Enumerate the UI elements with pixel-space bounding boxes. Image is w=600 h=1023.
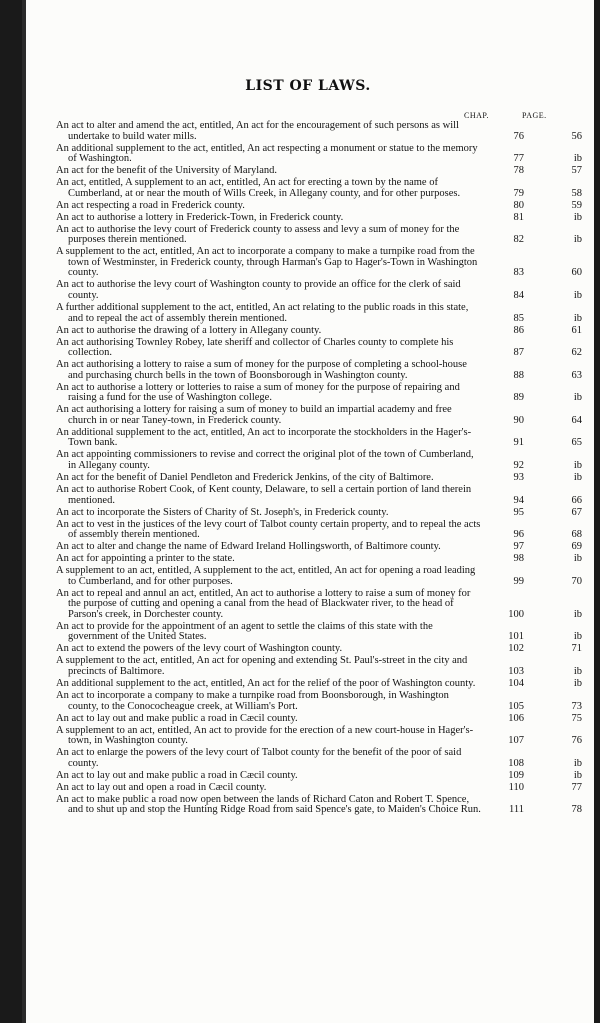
law-page: 66 — [571, 494, 582, 506]
law-entry — [56, 520, 592, 541]
law-page: 62 — [571, 347, 582, 359]
law-entry — [56, 508, 592, 519]
law-chapter: 81 — [513, 211, 524, 223]
law-page: ib — [573, 678, 582, 690]
law-chapter: 85 — [513, 312, 524, 324]
law-page: 70 — [571, 575, 582, 587]
law-title: An act to vest in the justices of the levy court of Talbot county certain property, and to repeal the acts of assembly therein mentioned. — [56, 518, 481, 541]
law-title: A supplement to the act, entitled, An act for opening and extending St. Paul's-street in the city and precincts of Baltimore. — [56, 655, 468, 678]
law-page: ib — [573, 757, 582, 769]
law-chapter: 101 — [508, 631, 524, 643]
law-title: An act authorising Townley Robey, late sheriff and collector of Charles county to complete his collection. — [56, 336, 454, 359]
law-page: ib — [573, 153, 582, 165]
law-page: ib — [573, 472, 582, 484]
law-chapter: 84 — [513, 290, 524, 302]
law-title: An act respecting a road in Frederick county. — [56, 199, 245, 211]
law-page: ib — [573, 631, 582, 643]
law-page: ib — [573, 666, 582, 678]
law-entry — [56, 405, 592, 426]
law-chapter: 105 — [508, 700, 524, 712]
law-entry — [56, 771, 592, 782]
document-page — [22, 0, 594, 1023]
law-title: An act to authorise the drawing of a lottery in Allegany county. — [56, 324, 322, 336]
law-chapter: 83 — [513, 267, 524, 279]
law-chapter: 97 — [513, 541, 524, 553]
law-title: An act to lay out and make public a road in Cæcil county. — [56, 712, 298, 724]
law-entry — [56, 280, 592, 301]
law-title: An additional supplement to the act, entitled, An act for the relief of the poor of Washington county. — [56, 678, 476, 690]
law-entry — [56, 428, 592, 449]
law-page: ib — [573, 553, 582, 565]
law-page: ib — [573, 312, 582, 324]
law-page: 77 — [571, 781, 582, 793]
law-chapter: 98 — [513, 553, 524, 565]
law-page: 60 — [571, 267, 582, 279]
law-chapter: 78 — [513, 165, 524, 177]
law-chapter: 95 — [513, 506, 524, 518]
law-entry — [56, 748, 592, 769]
law-entry — [56, 795, 592, 816]
law-page: 67 — [571, 506, 582, 518]
law-title: An additional supplement to the act, entitled, An act to incorporate the stockholders in the Hager's-Town bank. — [56, 426, 472, 449]
law-page: 69 — [571, 541, 582, 553]
law-chapter: 76 — [513, 130, 524, 142]
law-page: ib — [573, 290, 582, 302]
law-entry — [56, 589, 592, 621]
law-title: A supplement to the act, entitled, An act to incorporate a company to make a turnpike road from the town of Westminster, in Frederick county, through Harman's Gap to Hager's-Town in Washington county. — [56, 246, 478, 279]
law-chapter: 106 — [508, 712, 524, 724]
law-title: An act, entitled, A supplement to an act, entitled, An act for erecting a town by the name of Cumberland, at or near the mouth of Wills Creek, in Allegany county, and for other purposes. — [56, 177, 461, 199]
law-entry — [56, 360, 592, 381]
law-chapter: 110 — [508, 781, 524, 793]
law-page: ib — [573, 211, 582, 223]
law-chapter: 87 — [513, 347, 524, 359]
law-page: 65 — [571, 437, 582, 449]
law-chapter: 92 — [513, 460, 524, 472]
law-title: An act to authorise the levy court of Frederick county to assess and levy a sum of money for the purposes therein mentioned. — [56, 223, 460, 246]
law-page: 61 — [571, 324, 582, 336]
law-chapter: 107 — [508, 735, 524, 747]
laws-list — [56, 121, 592, 817]
law-entry — [56, 121, 592, 142]
law-chapter: 103 — [508, 666, 524, 678]
law-entry — [56, 144, 592, 165]
law-chapter: 108 — [508, 757, 524, 769]
law-chapter: 109 — [508, 769, 524, 781]
law-chapter: 94 — [513, 494, 524, 506]
page-column-header: PAGE. — [522, 111, 547, 120]
law-entry — [56, 679, 592, 690]
law-entry — [56, 542, 592, 553]
law-entry — [56, 178, 592, 199]
law-chapter: 88 — [513, 369, 524, 381]
law-page: 64 — [571, 414, 582, 426]
law-title: An act to authorise a lottery in Frederick-Town, in Frederick county. — [56, 211, 344, 223]
law-chapter: 86 — [513, 324, 524, 336]
page-title: LIST OF LAWS. — [245, 78, 371, 94]
law-entry — [56, 485, 592, 506]
law-title: An act for the benefit of Daniel Pendleton and Frederick Jenkins, of the city of Baltimore. — [56, 472, 434, 484]
law-entry — [56, 225, 592, 246]
law-entry — [56, 554, 592, 565]
law-title: An act to provide for the appointment of an agent to settle the claims of this state with the government of the United States. — [56, 620, 433, 643]
law-entry — [56, 383, 592, 404]
law-page: ib — [573, 392, 582, 404]
law-entry — [56, 656, 592, 677]
law-title: An act to alter and change the name of Edward Ireland Hollingsworth, of Baltimore county. — [56, 541, 441, 553]
law-chapter: 90 — [513, 414, 524, 426]
law-title: An act to lay out and open a road in Cæcil county. — [56, 781, 267, 793]
law-page: 78 — [571, 804, 582, 816]
law-chapter: 80 — [513, 199, 524, 211]
law-title: An act for the benefit of the University of Maryland. — [56, 165, 278, 177]
law-entry — [56, 473, 592, 484]
law-chapter: 100 — [508, 608, 524, 620]
law-title: An additional supplement to the act, entitled, An act respecting a monument or statue to the memory of Washington. — [56, 142, 478, 165]
law-page: 57 — [571, 165, 582, 177]
law-entry — [56, 201, 592, 212]
law-entry — [56, 303, 592, 324]
law-title: An act to alter and amend the act, entitled, An act for the encouragement of such persons as will undertake to build water mills. — [56, 120, 459, 142]
binding-edge — [22, 0, 26, 1023]
law-title: An act to lay out and make public a road in Cæcil county. — [56, 769, 298, 781]
law-chapter: 79 — [513, 187, 524, 199]
law-title: An act to repeal and annul an act, entitled, An act to authorise a lottery to raise a sum of money for the purpose of cutting and opening a canal from the head of Blackwater river, to the head of Parson's creek, in Dorchester county. — [56, 587, 471, 620]
law-chapter: 99 — [513, 575, 524, 587]
law-page: 73 — [571, 700, 582, 712]
law-chapter: 77 — [513, 153, 524, 165]
law-entry — [56, 326, 592, 337]
law-title: An act to incorporate the Sisters of Charity of St. Joseph's, in Frederick county. — [56, 506, 389, 518]
law-title: An act to authorise Robert Cook, of Kent county, Delaware, to sell a certain portion of land therein mentioned. — [56, 484, 472, 506]
law-title: An act authorising a lottery for raising a sum of money to build an impartial academy and free church in or near Taney-town, in Frederick county. — [56, 404, 452, 426]
law-entry — [56, 714, 592, 725]
law-title: An act to incorporate a company to make a turnpike road from Boonsborough, in Washington county, to the Conococheague creek, at William's Port. — [56, 690, 449, 712]
law-title: An act appointing commissioners to revise and correct the original plot of the town of Cumberland, in Allegany county. — [56, 449, 474, 472]
law-title: An act to authorise the levy court of Washington county to provide an office for the clerk of said county. — [56, 279, 461, 302]
law-chapter: 91 — [513, 437, 524, 449]
law-page: 68 — [571, 529, 582, 541]
law-page: ib — [573, 234, 582, 246]
law-title: An act for appointing a printer to the state. — [56, 553, 235, 565]
law-entry — [56, 691, 592, 712]
chap-column-header: CHAP. — [464, 111, 489, 120]
law-page: ib — [573, 608, 582, 620]
law-title: An act to enlarge the powers of the levy court of Talbot county for the benefit of the poor of said county. — [56, 747, 462, 769]
law-chapter: 111 — [509, 804, 524, 816]
law-entry — [56, 644, 592, 655]
law-entry — [56, 247, 592, 279]
law-chapter: 89 — [513, 392, 524, 404]
law-entry — [56, 213, 592, 224]
law-title: A further additional supplement to the act, entitled, An act relating to the public roads in this state, and to repeal the act of assembly therein mentioned. — [56, 302, 469, 324]
law-chapter: 82 — [513, 234, 524, 246]
law-chapter: 102 — [508, 643, 524, 655]
law-entry — [56, 566, 592, 587]
law-entry — [56, 450, 592, 471]
law-chapter: 96 — [513, 529, 524, 541]
law-entry — [56, 783, 592, 794]
law-title: An act to extend the powers of the levy court of Washington county. — [56, 643, 343, 655]
law-page: 76 — [571, 735, 582, 747]
law-title: An act to make public a road now open between the lands of Richard Caton and Robert T. Spence, and to shut up and stop the Hunting Ridge Road from said Spence's gate, to Maiden's Choice Run. — [56, 793, 481, 816]
law-title: A supplement to an act, entitled, An act to provide for the erection of a new court-house in Hager's-town, in Washington county. — [56, 724, 474, 747]
law-entry — [56, 166, 592, 177]
law-page: 56 — [571, 130, 582, 142]
law-title: A supplement to an act, entitled, A supplement to the act, entitled, An act for opening a road leading to Cumberland, and for other purposes. — [56, 565, 476, 587]
law-title: An act to authorise a lottery or lotteries to raise a sum of money for the purpose of repairing and raising a fund for the use of Washington college. — [56, 381, 460, 404]
law-chapter: 93 — [513, 472, 524, 484]
law-page: ib — [573, 460, 582, 472]
law-page: 58 — [571, 187, 582, 199]
law-entry — [56, 338, 592, 359]
law-page: 75 — [571, 712, 582, 724]
law-page: 63 — [571, 369, 582, 381]
law-entry — [56, 726, 592, 747]
law-page: ib — [573, 769, 582, 781]
law-title: An act authorising a lottery to raise a sum of money for the purpose of completing a school-house and purchasing church bells in the town of Boonsborough in Washington county. — [56, 359, 467, 381]
law-chapter: 104 — [508, 678, 524, 690]
law-page: 71 — [571, 643, 582, 655]
law-entry — [56, 622, 592, 643]
law-page: 59 — [571, 199, 582, 211]
